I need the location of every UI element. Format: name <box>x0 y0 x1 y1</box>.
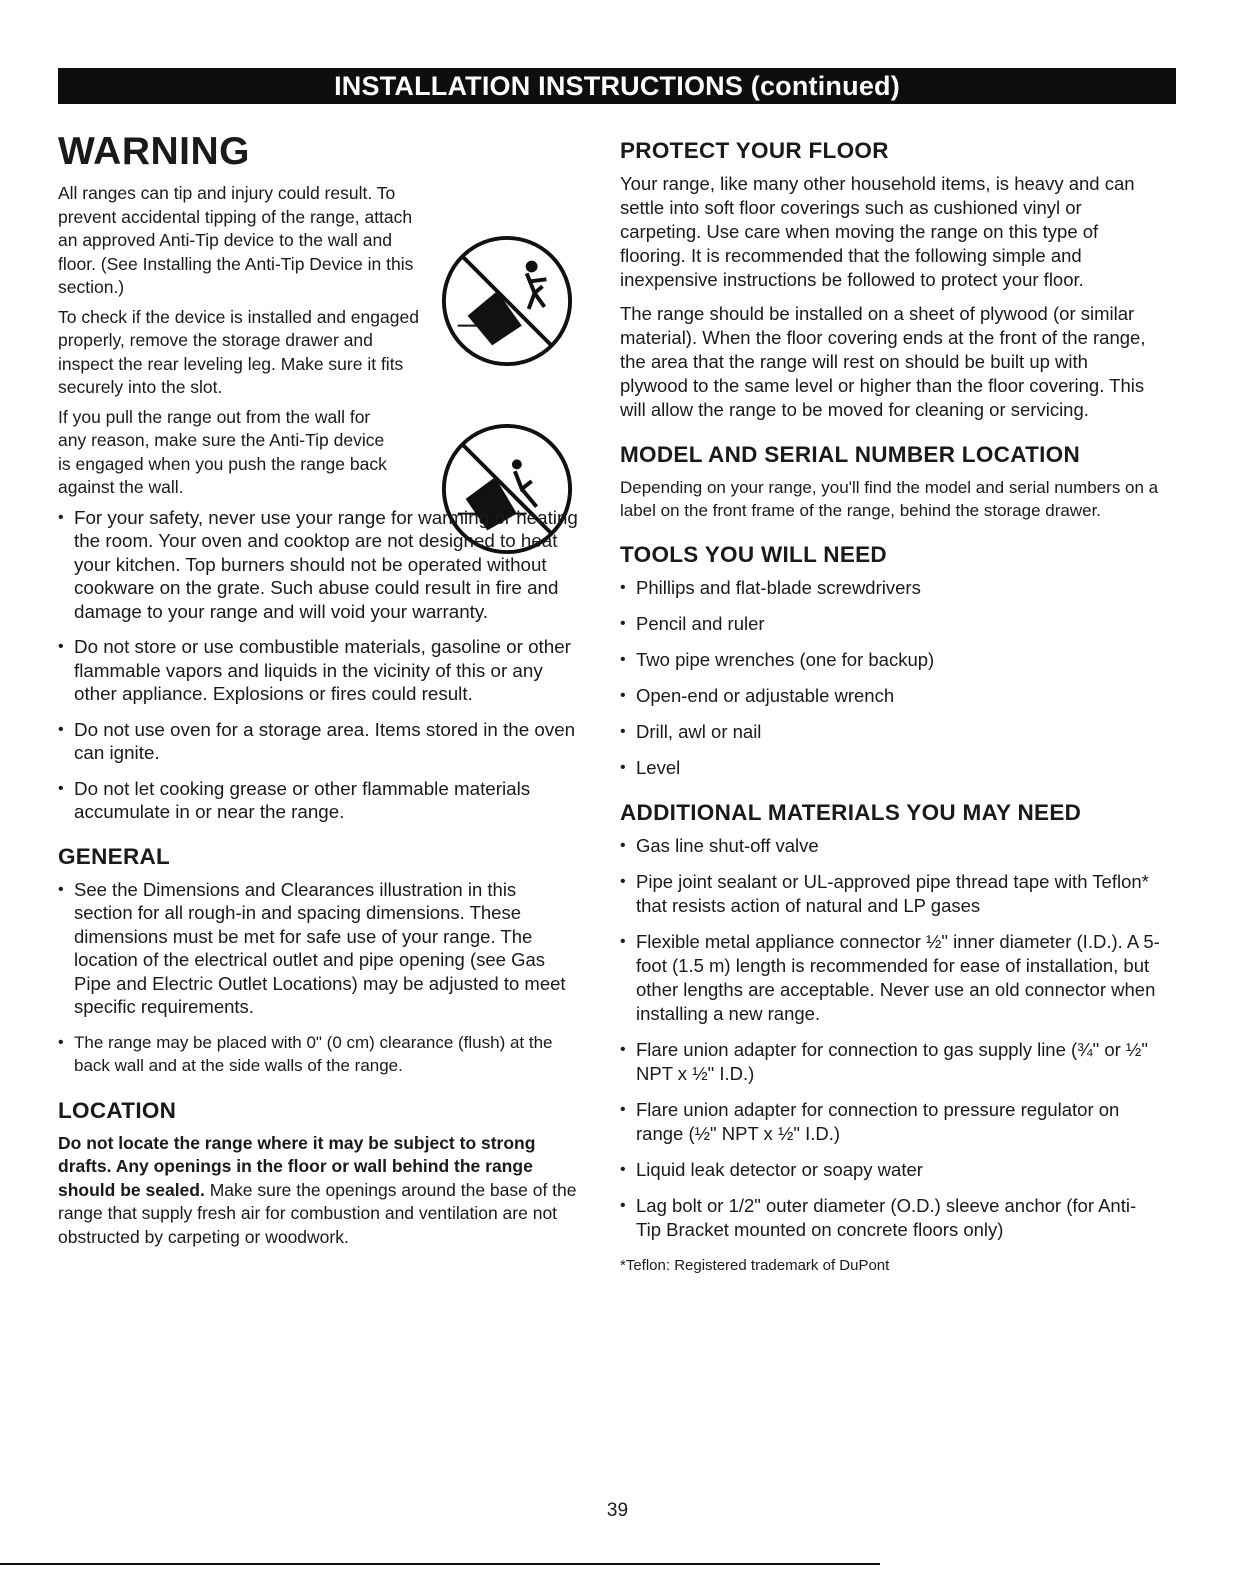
section-banner: INSTALLATION INSTRUCTIONS (continued) <box>58 68 1176 104</box>
list-item: • See the Dimensions and Clearances illustration in this section for all rough-in and spacing dimensions. These dimensions must be met for safe use of your range. The location of the electrical outlet and pipe opening (see Gas Pipe and Electric Outlet Locations) may be adjusted to meet specific requirements. <box>58 878 578 1019</box>
warning-paragraph-3: If you pull the range out from the wall for any reason, make sure the Anti-Tip device is engaged when you push the range back against the wall. <box>58 406 387 497</box>
list-item: • Flare union adapter for connection to pressure regulator on range (½" NPT x ½" I.D.) <box>620 1098 1160 1146</box>
general-bullets <box>58 878 578 1078</box>
warning-block <box>58 182 578 500</box>
list-item: • Flare union adapter for connection to gas supply line (¾" or ½" NPT x ½" I.D.) <box>620 1038 1160 1086</box>
list-item: • For your safety, never use your range for warming or heating the room. Your oven and cooktop are not designed to heat your kitchen. Top burners should not be operated without cookware on the grate. Such abuse could result in fire and damage to your range and will void your warranty. <box>58 506 578 624</box>
model-serial-text: Depending on your range, you'll find the model and serial numbers on a label on the front frame of the range, behind the storage drawer. <box>620 478 1159 520</box>
general-heading: GENERAL <box>58 843 171 869</box>
bottom-rule <box>0 1563 880 1565</box>
warning-paragraph-1: All ranges can tip and injury could result. To prevent accidental tipping of the range, attach an approved Anti-Tip device to the wall and floor. (See Installing the Anti-Tip Device in this section.) <box>58 183 414 297</box>
location-bold-text: Do not locate the range where it may be subject to strong drafts. Any openings in the floor or wall behind the range should be sealed. <box>58 1132 536 1200</box>
list-item: • Level <box>620 756 1160 780</box>
protect-floor-heading: PROTECT YOUR FLOOR <box>620 138 889 163</box>
list-item: • Do not store or use combustible materials, gasoline or other flammable vapors and liquids in the vicinity of this or any other appliance. Explosions or fires could result. <box>58 635 578 706</box>
list-item: • The range may be placed with 0" (0 cm) clearance (flush) at the back wall and at the side walls of the range. <box>58 1031 578 1078</box>
list-item: • Phillips and flat-blade screwdrivers <box>620 576 1160 600</box>
list-item: • Drill, awl or nail <box>620 720 1160 744</box>
list-item: • Do not let cooking grease or other flammable materials accumulate in or near the range. <box>58 777 578 824</box>
list-item: • Open-end or adjustable wrench <box>620 684 1160 708</box>
list-item: • Pencil and ruler <box>620 612 1160 636</box>
list-item: • Pipe joint sealant or UL-approved pipe thread tape with Teflon* that resists action of natural and LP gases <box>620 870 1160 918</box>
right-column <box>620 138 1160 1288</box>
location-body-text: Make sure the openings around the base of the range that supply fresh air for combustion and ventilation are not obstructed by carpeting or woodwork. <box>58 1179 577 1247</box>
protect-floor-paragraph-2: The range should be installed on a sheet of plywood (or similar material). When the floor covering ends at the front of the range, the area that the range will rest on should be built up with plywood to the same level or higher than the floor covering. This will allow the range to be moved for cleaning or servicing. <box>620 303 1146 420</box>
anti-tip-warning-icon <box>438 232 576 370</box>
list-item: • Liquid leak detector or soapy water <box>620 1158 1160 1182</box>
warning-paragraph-2: To check if the device is installed and engaged properly, remove the storage drawer and inspect the rear leveling leg. Make sure it fits securely into the slot. <box>58 306 419 397</box>
list-item: • Gas line shut-off valve <box>620 834 1160 858</box>
location-text <box>58 1132 578 1250</box>
warning-title: WARNING <box>58 130 250 173</box>
page-number: 39 <box>606 1500 629 1521</box>
tools-heading: TOOLS YOU WILL NEED <box>620 542 887 567</box>
list-item: • Do not use oven for a storage area. Items stored in the oven can ignite. <box>58 718 578 765</box>
model-serial-heading: MODEL AND SERIAL NUMBER LOCATION <box>620 442 1081 467</box>
list-item: • Flexible metal appliance connector ½" inner diameter (I.D.). A 5-foot (1.5 m) length is recommended for ease of installation, but other lengths are acceptable. Never use an old connector when installing a new range. <box>620 930 1160 1026</box>
list-item: • Two pipe wrenches (one for backup) <box>620 648 1160 672</box>
protect-floor-paragraph-1: Your range, like many other household items, is heavy and can settle into soft floor coverings such as cushioned vinyl or carpeting. Use care when moving the range on this type of flooring. It is recommended that the following simple and inexpensive instructions be followed to protect your floor. <box>620 173 1135 290</box>
location-heading: LOCATION <box>58 1097 177 1123</box>
warning-bullets <box>58 506 578 824</box>
materials-list <box>620 834 1160 1242</box>
tools-list <box>620 576 1160 780</box>
materials-heading: ADDITIONAL MATERIALS YOU MAY NEED <box>620 800 1082 825</box>
teflon-footnote: *Teflon: Registered trademark of DuPont <box>620 1257 890 1274</box>
list-item: • Lag bolt or 1/2" outer diameter (O.D.) sleeve anchor (for Anti-Tip Bracket mounted on concrete floors only) <box>620 1194 1160 1242</box>
left-column <box>58 130 578 1249</box>
